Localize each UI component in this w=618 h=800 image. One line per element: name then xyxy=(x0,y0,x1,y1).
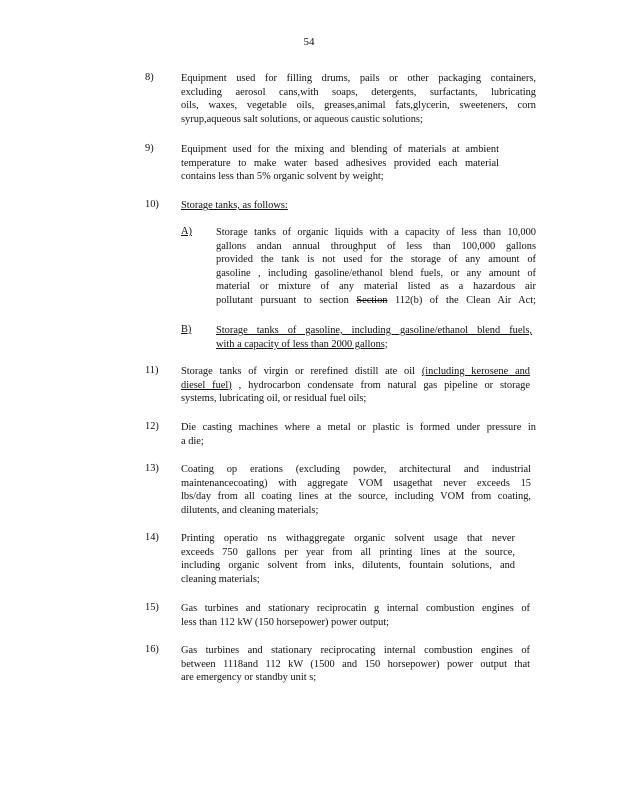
item-text xyxy=(181,463,531,517)
text-line: material or mixture of any material listed as a hazardous air xyxy=(216,281,536,293)
sub-item-label: B) xyxy=(181,324,192,335)
text-segment: Storage tanks of virgin or rerefined distill ate oil xyxy=(181,366,416,377)
item-number: 16) xyxy=(145,644,159,655)
storage-tanks-heading: Storage tanks, as follows: xyxy=(181,200,288,211)
text-line-with-revision xyxy=(216,294,536,308)
text-line: maintenancecoating) with aggregate VOM usagethat never exceeds 15 xyxy=(181,477,531,489)
text-line: Gas turbines and stationary reciprocating internal combustion engines of xyxy=(181,645,530,656)
inserted-text-line: with a capacity of less than 2000 gallons; xyxy=(216,338,388,350)
text-line: exceeds 750 gallons per year from all printing lines at the source, xyxy=(181,546,515,558)
item-text xyxy=(181,602,530,629)
text-line: systems, lubricating oil, or residual fuel oils; xyxy=(181,393,367,405)
text-line: Equipment used for the mixing and blending of materials at ambient xyxy=(181,144,499,155)
text-line: contains less than 5% organic solvent by weight; xyxy=(181,171,384,183)
item-text xyxy=(181,72,536,126)
text-line: Storage tanks of organic liquids with a capacity of less than 10,000 xyxy=(216,227,536,238)
text-line: gallons andan annual throughput of less than 100,000 gallons xyxy=(216,240,536,252)
text-segment: 112(b) of the Clean Air Act; xyxy=(394,294,536,306)
item-number: 13) xyxy=(145,463,159,474)
text-line: gasoline , including gasoline/ethanol blend fuels, or any amount of xyxy=(216,267,536,279)
item-number: 9) xyxy=(145,143,154,154)
text-segment: pollutant pursuant to xyxy=(216,294,312,306)
text-line-with-revision xyxy=(181,379,530,393)
sub-item-text xyxy=(216,324,532,351)
item-number: 14) xyxy=(145,532,159,543)
text-line: provided the tank is not used for the storage of any amount of xyxy=(216,254,536,266)
text-line: between 1118and 112 kW (1500 and 150 horsepower) power output that xyxy=(181,658,530,670)
sub-item-label: A) xyxy=(181,226,192,237)
text-line: Coating op erations (excluding powder, architectural and industrial xyxy=(181,464,531,475)
text-line: less than 112 kW (150 horsepower) power output; xyxy=(181,616,390,628)
text-line: syrup,aqueous salt solutions, or aqueous caustic solutions; xyxy=(181,113,423,125)
text-line: Gas turbines and stationary reciprocatin g internal combustion engines of xyxy=(181,603,530,614)
deleted-text: Section xyxy=(356,294,388,306)
text-line: excluding aerosol cans,with soaps, detergents, surfactants, lubricating xyxy=(181,86,536,98)
text-line: Equipment used for filling drums, pails or other packaging containers, xyxy=(181,73,536,84)
item-number: 11) xyxy=(145,365,159,376)
text-line-with-revision xyxy=(181,365,530,379)
item-text xyxy=(181,532,515,586)
inserted-text-line: Storage tanks of gasoline, including gasoline/ethanol blend fuels, xyxy=(216,325,532,336)
item-text xyxy=(181,421,536,448)
item-text xyxy=(181,644,530,685)
inserted-text: section xyxy=(319,294,349,306)
text-line: are emergency or standby unit s; xyxy=(181,672,317,684)
text-line: Printing operatio ns withaggregate organic solvent usage that never xyxy=(181,533,515,544)
item-number: 10) xyxy=(145,199,159,210)
text-line: oils, waxes, vegetable oils, greases,animal fats,glycerin, sweeteners, corn xyxy=(181,100,536,112)
inserted-text: (including kerosene and xyxy=(421,366,530,377)
text-line: lbs/day from all coating lines at the source, including VOM from coating, xyxy=(181,491,531,503)
item-number: 12) xyxy=(145,421,159,432)
item-text xyxy=(181,365,530,406)
text-line: including organic solvent from inks, dilutents, fountain solutions, and xyxy=(181,560,515,572)
item-number: 8) xyxy=(145,72,154,83)
item-text xyxy=(181,143,499,184)
text-line: temperature to make water based adhesives provided each material xyxy=(181,157,499,169)
item-number: 15) xyxy=(145,602,159,613)
item-heading xyxy=(181,199,536,213)
text-line: a die; xyxy=(181,435,204,447)
text-line: cleaning materials; xyxy=(181,573,260,585)
text-line: dilutents, and cleaning materials; xyxy=(181,504,319,516)
text-segment: , hydrocarbon condensate from natural gas pipeline or storage xyxy=(238,379,530,391)
page-number: 54 xyxy=(303,36,315,48)
sub-item-text xyxy=(216,226,536,308)
inserted-text: diesel fuel) xyxy=(181,379,232,391)
text-line: Die casting machines where a metal or plastic is formed under pressure in xyxy=(181,422,536,433)
